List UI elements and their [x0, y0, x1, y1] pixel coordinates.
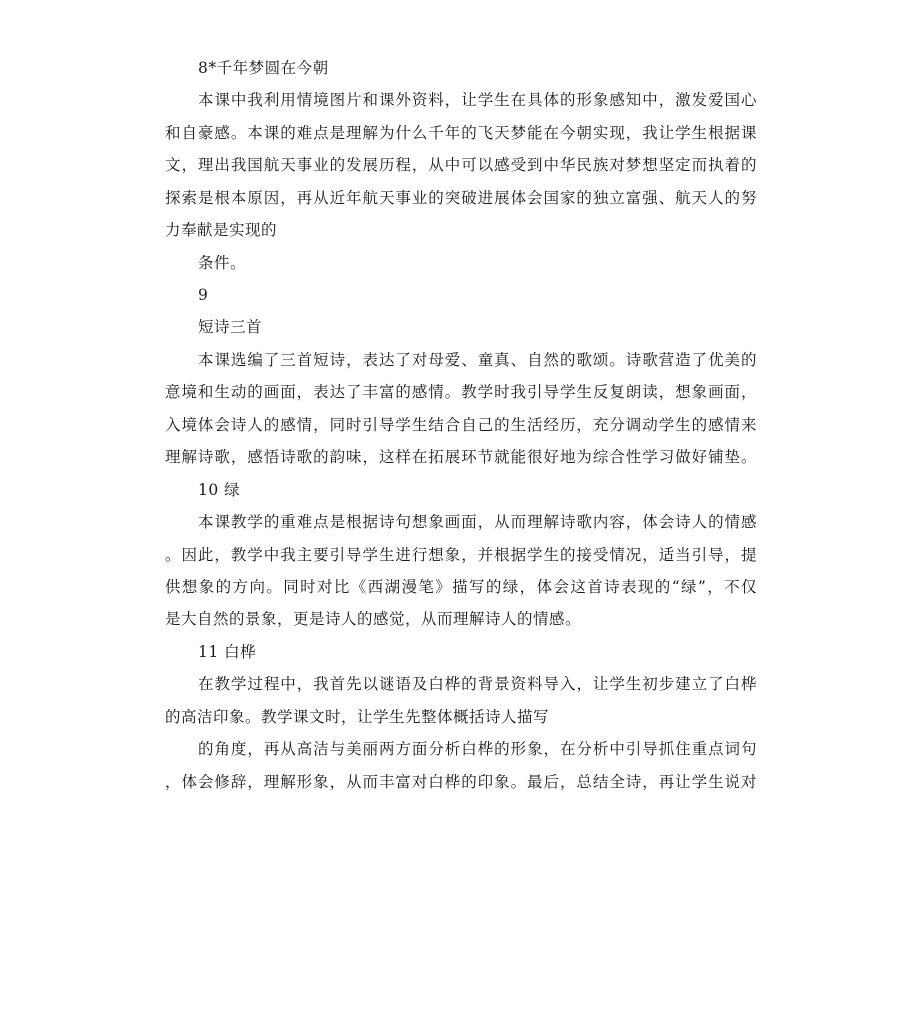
paragraph-line: 本课选编了三首短诗，表达了对母爱、童真、自然的歌颂。诗歌营造了优美的 — [198, 351, 757, 369]
paragraph-line: 供想象的方向。同时对比《西湖漫笔》描写的绿，体会这首诗表现的“绿”，不仅 — [165, 578, 757, 596]
paragraph-line: 意境和生动的画面，表达了丰富的感情。教学时我引导学生反复朗读，想象画面， — [165, 383, 757, 401]
heading-lesson-8: 8*千年梦圆在今朝 — [198, 59, 329, 77]
paragraph-line: 是大自然的景象，更是诗人的感觉，从而理解诗人的情感。 — [165, 610, 582, 628]
paragraph-line: ，体会修辞，理解形象，从而丰富对白桦的印象。最后，总结全诗，再让学生说对 — [165, 773, 757, 791]
paragraph-line: 本课教学的重难点是根据诗句想象画面，从而理解诗歌内容，体会诗人的情感 — [198, 513, 757, 531]
paragraph-line: 。因此，教学中我主要引导学生进行想象，并根据学生的接受情况，适当引导，提 — [165, 546, 757, 564]
paragraph-line: 探索是根本原因，再从近年航天事业的突破进展体会国家的独立富强、航天人的努 — [165, 189, 757, 207]
heading-lesson-9-title: 短诗三首 — [198, 318, 263, 336]
paragraph-line: 理解诗歌，感悟诗歌的韵味，这样在拓展环节就能很好地为综合性学习做好铺垫。 — [165, 448, 757, 466]
paragraph-line: 本课中我利用情境图片和课外资料，让学生在具体的形象感知中，激发爱国心 — [198, 91, 757, 109]
paragraph-line: 的角度，再从高洁与美丽两方面分析白桦的形象，在分析中引导抓住重点词句 — [198, 740, 757, 758]
paragraph-line: 文，理出我国航天事业的发展历程，从中可以感受到中华民族对梦想坚定而执着的 — [165, 156, 757, 174]
paragraph-line: 条件。 — [198, 254, 247, 272]
heading-lesson-11: 11 白桦 — [198, 643, 257, 661]
heading-lesson-9-number: 9 — [198, 286, 209, 304]
paragraph-line: 入境体会诗人的感情，同时引导学生结合自己的生活经历，充分调动学生的感情来 — [165, 416, 757, 434]
paragraph-line: 的高洁印象。教学课文时，让学生先整体概括诗人描写 — [165, 708, 550, 726]
paragraph-line: 在教学过程中，我首先以谜语及白桦的背景资料导入，让学生初步建立了白桦 — [198, 675, 757, 693]
paragraph-line: 力奉献是实现的 — [165, 221, 278, 239]
paragraph-line: 和自豪感。本课的难点是理解为什么千年的飞天梦能在今朝实现，我让学生根据课 — [165, 124, 757, 142]
heading-lesson-10: 10 绿 — [198, 481, 241, 499]
